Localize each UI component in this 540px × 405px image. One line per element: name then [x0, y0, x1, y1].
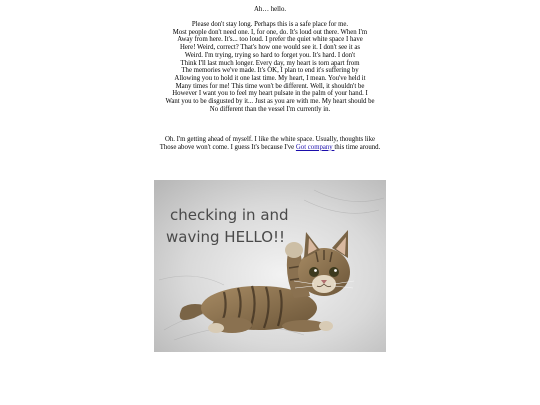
poem-line: Think I'll last much longer. Every day, my heart is torn apart from	[180, 59, 360, 67]
poem-line: Most people don't need one. I, for one, do. It's loud out there. When I'm	[172, 28, 368, 36]
got-company-link[interactable]: Got company	[295, 143, 335, 151]
caption-line-1: checking in and	[170, 206, 289, 224]
kitten-waving-image	[154, 180, 386, 352]
poem-line: Many times for me! This time won't be different. Well, it shouldn't be	[175, 82, 365, 90]
poem-line: The memories we've made. It's OK, I plan to end it's suffering by	[181, 67, 359, 75]
second-paragraph-line	[0, 144, 540, 152]
poem-line: Allowing you to hold it one last time. My heart, I mean. You've held it	[174, 74, 366, 82]
second-paragraph-line: Oh. I'm getting ahead of myself. I like the white space. Usually, thoughts like	[164, 136, 376, 143]
poem-line: Want you to be disgusted by it... Just as you are with me. My heart should be	[165, 98, 375, 106]
poem-line: Here! Weird, correct? That's how one would see it. I don't see it as	[179, 44, 360, 52]
poem-paragraph	[0, 21, 540, 113]
poem-line: However I want you to feel my heart pulsate in the palm of your hand. I	[172, 90, 368, 98]
poem-line: Please don't stay long. Perhaps this is a safe place for me.	[191, 21, 349, 28]
poem-line: Away from here. It's... too loud. I prefer the quiet white space I have	[177, 36, 363, 44]
caption-line-2: waving HELLO!!	[166, 228, 286, 246]
second-paragraph	[0, 136, 540, 151]
text-after-link: this time around.	[334, 143, 381, 151]
poem-line: Weird. I'm trying, trying so hard to forget you. It's hard. I don't	[184, 51, 356, 59]
poem-line: No different than the vessel I'm currently in.	[209, 105, 331, 113]
greeting-text: Ah… hello.	[253, 6, 287, 13]
text-before-link: Those above won't come. I guess It's because I've	[159, 143, 296, 151]
